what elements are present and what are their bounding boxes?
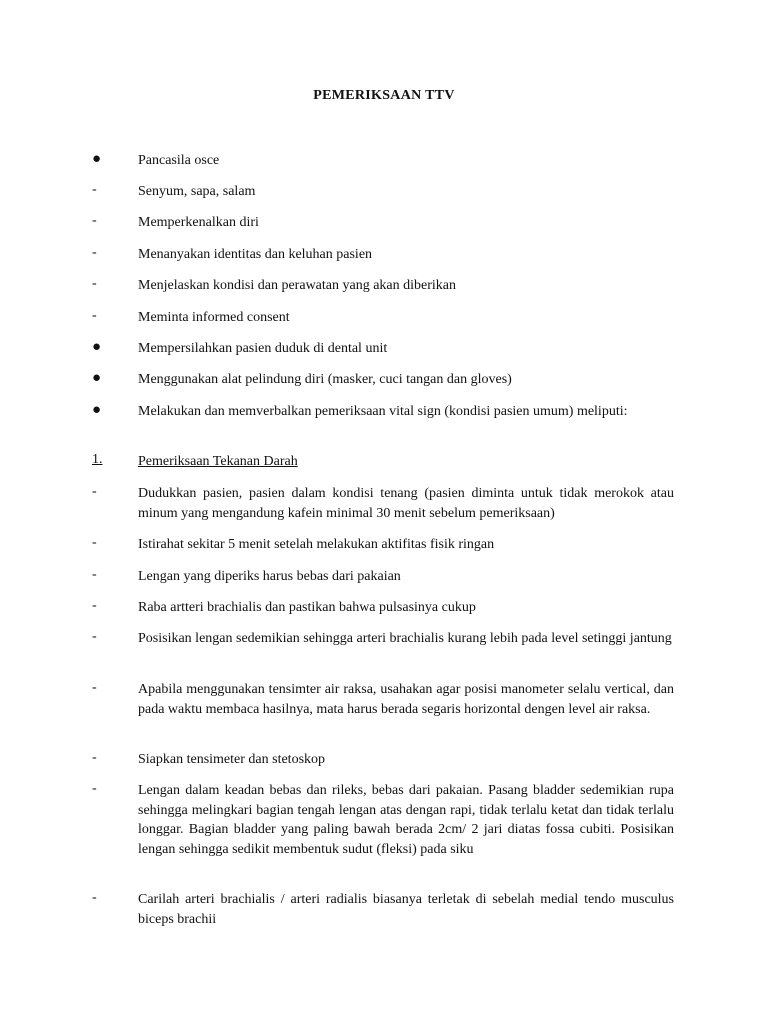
list-item-text: Menggunakan alat pelindung diri (masker, cuci tangan dan gloves) — [138, 372, 512, 387]
list-item — [92, 750, 674, 770]
section-heading-text: Pemeriksaan Tekanan Darah — [138, 454, 298, 469]
list-item-text: Pancasila osce — [138, 153, 220, 168]
dash-marker: - — [92, 567, 97, 582]
dash-marker: - — [92, 629, 97, 644]
list-item — [92, 680, 674, 719]
list-item — [92, 890, 674, 929]
dash-marker: - — [92, 245, 97, 260]
section-heading — [92, 452, 674, 472]
list-item-text: Memperkenalkan diri — [138, 215, 259, 230]
list-item — [92, 308, 674, 328]
list-item — [92, 276, 674, 296]
list-item-text: Istirahat sekitar 5 menit setelah melakukan aktifitas fisik ringan — [138, 537, 495, 552]
list-item-text: Lengan dalam keadan bebas dan rileks, bebas dari pakaian. Pasang bladder sedemikian rupa sehingga melingkari bagian tengah lengan atas dengan rapi, tidak terlalu ketat dan tidak terlalu longgar. Bagian bladder yang paling bawah berada 2cm/ 2 jari diatas fossa cubiti. Posisikan lengan sehingga sedikit membentuk sudut (fleksi) pada siku — [138, 783, 674, 857]
list-item — [92, 339, 674, 359]
list-item — [92, 629, 674, 649]
list-item-text: Dudukkan pasien, pasien dalam kondisi tenang (pasien diminta untuk tidak merokok atau minum yang mengandung kafein minimal 30 menit sebelum pemeriksaan) — [138, 486, 674, 521]
list-item — [92, 535, 674, 555]
list-item-text: Siapkan tensimeter dan stetoskop — [138, 752, 326, 767]
list-item — [92, 402, 674, 422]
list-item-text: Raba artteri brachialis dan pastikan bahwa pulsasinya cukup — [138, 600, 476, 615]
list-item-text: Apabila menggunakan tensimter air raksa, usahakan agar posisi manometer selalu vertical, dan pada waktu membaca hasilnya, mata harus berada segaris horizontal dengen level air raksa. — [138, 682, 674, 717]
dash-marker: - — [92, 182, 97, 197]
dash-marker: - — [92, 484, 97, 499]
dash-marker: - — [92, 890, 97, 905]
document-title: PEMERIKSAAN TTV — [313, 88, 455, 103]
list-item-text: Carilah arteri brachialis / arteri radialis biasanya terletak di sebelah medial tendo musculus biceps brachii — [138, 892, 674, 927]
dash-marker: - — [92, 308, 97, 323]
list-item-text: Senyum, sapa, salam — [138, 184, 256, 199]
section-number: 1. — [92, 452, 103, 467]
list-item-text: Menjelaskan kondisi dan perawatan yang akan diberikan — [138, 278, 457, 293]
list-item-text: Meminta informed consent — [138, 310, 290, 325]
dash-marker: - — [92, 535, 97, 550]
bullet-marker: ● — [92, 402, 102, 418]
bullet-marker: ● — [92, 151, 102, 167]
dash-marker: - — [92, 213, 97, 228]
dash-marker: - — [92, 680, 97, 695]
list-item — [92, 781, 674, 859]
list-item-text: Lengan yang diperiks harus bebas dari pakaian — [138, 569, 401, 584]
bullet-marker: ● — [92, 370, 102, 386]
dash-marker: - — [92, 276, 97, 291]
list-item — [92, 182, 674, 202]
dash-marker: - — [92, 750, 97, 765]
list-item — [92, 245, 674, 265]
dash-marker: - — [92, 781, 97, 796]
list-item-text: Mempersilahkan pasien duduk di dental unit — [138, 341, 388, 356]
list-item — [92, 151, 674, 171]
list-item — [92, 213, 674, 233]
bullet-marker: ● — [92, 339, 102, 355]
list-item — [92, 567, 674, 587]
list-item — [92, 370, 674, 390]
list-item-text: Menanyakan identitas dan keluhan pasien — [138, 247, 373, 262]
list-item — [92, 484, 674, 523]
list-item — [92, 598, 674, 618]
list-item-text: Melakukan dan memverbalkan pemeriksaan vital sign (kondisi pasien umum) meliputi: — [138, 404, 628, 419]
dash-marker: - — [92, 598, 97, 613]
list-item-text: Posisikan lengan sedemikian sehingga arteri brachialis kurang lebih pada level setinggi jantung — [138, 631, 672, 646]
